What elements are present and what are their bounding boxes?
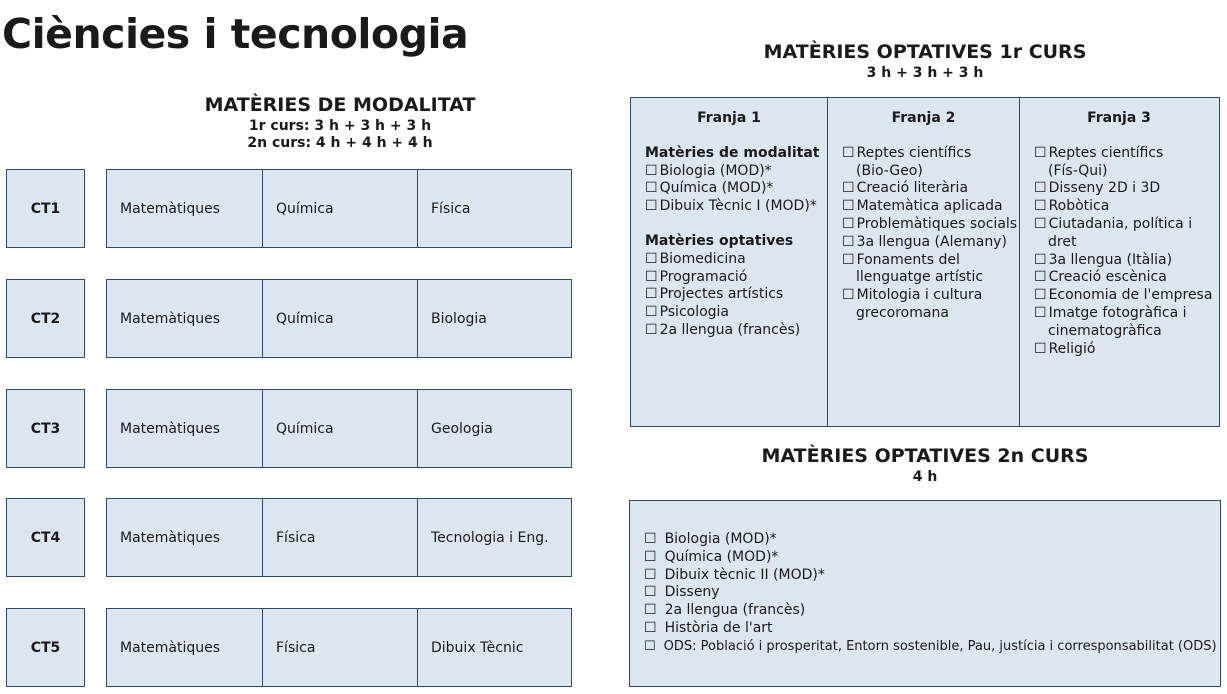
list-item[interactable] xyxy=(644,602,1220,620)
item-label: Biologia (MOD)* xyxy=(664,531,777,547)
checkbox-icon[interactable]: ☐ xyxy=(842,215,855,232)
checkbox-icon[interactable]: ☐ xyxy=(1034,287,1047,304)
subject-cell: Matemàtiques xyxy=(120,529,221,546)
subject-cell: Química xyxy=(262,280,417,357)
checkbox-icon[interactable]: ☐ xyxy=(842,198,855,215)
modalitat-code-ct2: CT2 xyxy=(6,279,85,358)
item-label: Creació literària xyxy=(856,180,969,197)
item-label: Dibuix Tècnic I (MOD)* xyxy=(659,198,817,215)
subject-cell: Química xyxy=(262,170,417,247)
modalitat-hours-1r: 1r curs: 3 h + 3 h + 3 h xyxy=(248,118,432,134)
item-label-continued: grecoromana xyxy=(856,304,949,321)
modalitat-code-ct4: CT4 xyxy=(6,498,85,577)
item-label: Dibuix tècnic II (MOD)* xyxy=(664,566,825,583)
item-label: Religió xyxy=(1048,340,1096,357)
optatives2-box xyxy=(629,500,1221,687)
checkbox-icon[interactable]: ☐ xyxy=(645,321,658,338)
checkbox-icon[interactable]: ☐ xyxy=(842,180,855,197)
list-item[interactable] xyxy=(1034,198,1218,216)
franja-2-title: Franja 2 xyxy=(891,110,956,126)
modalitat-code-ct1: CT1 xyxy=(6,169,85,248)
checkbox-icon[interactable]: ☐ xyxy=(644,566,657,583)
list-item[interactable] xyxy=(1034,341,1218,359)
optatives2-heading xyxy=(725,445,1125,485)
item-label-continued: cinematogràfica xyxy=(1048,322,1162,339)
list-item[interactable] xyxy=(1034,287,1218,305)
list-item[interactable] xyxy=(842,287,1019,305)
optatives2-list xyxy=(630,501,1220,656)
item-label: Programació xyxy=(659,268,748,285)
franja-1-modalitat-title: Matèries de modalitat xyxy=(645,144,820,161)
item-label-continued: (Fís-Qui) xyxy=(1048,162,1108,179)
list-item[interactable] xyxy=(644,638,1220,656)
item-label: ODS: Població i prosperitat, Entorn sostenible, Pau, justícia i corresponsabilitat (ODS) xyxy=(663,638,1217,654)
item-label: Ciutadania, política i xyxy=(1048,215,1193,232)
page-title: Ciències i tecnologia xyxy=(2,10,469,58)
checkbox-icon[interactable]: ☐ xyxy=(645,162,658,179)
checkbox-icon[interactable]: ☐ xyxy=(1034,251,1047,268)
checkbox-icon[interactable]: ☐ xyxy=(644,602,657,619)
checkbox-icon[interactable]: ☐ xyxy=(645,286,658,303)
modalitat-row-ct5 xyxy=(106,608,572,687)
checkbox-icon[interactable]: ☐ xyxy=(644,548,657,565)
checkbox-icon[interactable]: ☐ xyxy=(1034,144,1047,161)
optatives1-hours: 3 h + 3 h + 3 h xyxy=(866,65,984,81)
list-item[interactable] xyxy=(644,549,1220,567)
modalitat-row-ct4 xyxy=(106,498,572,577)
checkbox-icon[interactable]: ☐ xyxy=(645,304,658,321)
list-item[interactable] xyxy=(842,180,1019,198)
list-item[interactable] xyxy=(644,620,1220,638)
franja-1-title: Franja 1 xyxy=(697,110,761,126)
modalitat-title: MATÈRIES DE MODALITAT xyxy=(204,94,476,116)
subject-cell: Física xyxy=(262,609,417,686)
franja-1-column xyxy=(631,98,827,426)
subject-cell: Matemàtiques xyxy=(120,420,221,437)
list-item[interactable] xyxy=(842,198,1019,216)
list-item[interactable] xyxy=(645,198,827,216)
list-item[interactable] xyxy=(644,567,1220,585)
item-label: Imatge fotogràfica i xyxy=(1048,304,1187,321)
list-item[interactable] xyxy=(645,286,827,304)
subject-cell: Biologia xyxy=(417,280,570,357)
list-item[interactable] xyxy=(645,251,827,269)
modalitat-hours-2n: 2n curs: 4 h + 4 h + 4 h xyxy=(247,135,433,151)
subject-cell: Matemàtiques xyxy=(120,200,221,217)
item-label-continued: (Bio-Geo) xyxy=(856,162,923,179)
item-label: 3a llengua (Itàlia) xyxy=(1048,251,1173,268)
subject-cell: Física xyxy=(262,499,417,576)
list-item[interactable] xyxy=(1034,180,1218,198)
checkbox-icon[interactable]: ☐ xyxy=(645,180,658,197)
item-label-continued: dret xyxy=(1048,233,1077,250)
optatives2-hours: 4 h xyxy=(912,469,938,485)
item-label: Robòtica xyxy=(1048,198,1110,215)
item-label: Psicologia xyxy=(659,304,730,321)
list-item[interactable] xyxy=(842,145,1019,163)
checkbox-icon[interactable]: ☐ xyxy=(842,233,855,250)
subject-cell: Tecnologia i Eng. xyxy=(417,499,570,576)
checkbox-icon[interactable]: ☐ xyxy=(644,638,656,654)
subject-cell: Matemàtiques xyxy=(120,639,221,656)
item-label-continued: llenguatge artístic xyxy=(856,269,984,286)
list-item[interactable] xyxy=(644,531,1220,549)
list-item[interactable] xyxy=(644,584,1220,602)
checkbox-icon[interactable]: ☐ xyxy=(1034,215,1047,232)
franja-3-title: Franja 3 xyxy=(1087,110,1151,126)
checkbox-icon[interactable]: ☐ xyxy=(644,584,657,601)
franja-1-optatives-title: Matèries optatives xyxy=(645,232,794,249)
item-label: Biologia (MOD)* xyxy=(659,162,772,179)
modalitat-heading xyxy=(190,94,490,151)
item-label: Reptes científics xyxy=(1048,144,1164,161)
list-item[interactable] xyxy=(842,216,1019,234)
list-item[interactable] xyxy=(645,269,827,287)
checkbox-icon[interactable]: ☐ xyxy=(1034,340,1047,357)
checkbox-icon[interactable]: ☐ xyxy=(645,198,658,215)
item-label: Química (MOD)* xyxy=(664,548,779,565)
optatives2-title: MATÈRIES OPTATIVES 2n CURS xyxy=(761,445,1089,467)
subject-cell: Dibuix Tècnic xyxy=(417,609,570,686)
item-label: Projectes artístics xyxy=(659,286,784,303)
list-item[interactable] xyxy=(645,180,827,198)
modalitat-row-ct2 xyxy=(106,279,572,358)
list-item[interactable] xyxy=(1034,305,1218,323)
item-label: Mitologia i cultura xyxy=(856,287,983,304)
item-label: Economia de l'empresa xyxy=(1048,287,1213,304)
optatives1-table xyxy=(630,97,1220,427)
item-label: Química (MOD)* xyxy=(659,180,774,197)
subject-cell: Geologia xyxy=(417,390,570,467)
list-item[interactable] xyxy=(1034,252,1218,270)
list-item[interactable] xyxy=(1034,145,1218,163)
item-label: 2a llengua (francès) xyxy=(664,602,806,619)
modalitat-row-ct3 xyxy=(106,389,572,468)
modalitat-row-ct1 xyxy=(106,169,572,248)
item-label: Disseny xyxy=(664,584,720,601)
checkbox-icon[interactable]: ☐ xyxy=(644,531,657,547)
franja-2-column xyxy=(827,98,1019,426)
list-item[interactable] xyxy=(842,234,1019,252)
item-label: Disseny 2D i 3D xyxy=(1048,180,1161,197)
subject-cell: Física xyxy=(417,170,570,247)
item-label: Fonaments del xyxy=(856,251,960,268)
checkbox-icon[interactable]: ☐ xyxy=(842,251,855,268)
checkbox-icon[interactable]: ☐ xyxy=(1034,269,1047,286)
modalitat-code-ct3: CT3 xyxy=(6,389,85,468)
subject-cell: Matemàtiques xyxy=(120,310,221,327)
list-item[interactable] xyxy=(645,322,827,340)
franja-3-column xyxy=(1019,98,1218,426)
item-label: 3a llengua (Alemany) xyxy=(856,233,1007,250)
item-label: Biomedicina xyxy=(659,250,746,267)
list-item[interactable] xyxy=(1034,216,1218,234)
list-item[interactable] xyxy=(645,163,827,181)
optatives1-heading xyxy=(725,41,1125,81)
item-label: Reptes científics xyxy=(856,144,972,161)
checkbox-icon[interactable]: ☐ xyxy=(1034,180,1047,197)
checkbox-icon[interactable]: ☐ xyxy=(645,268,658,285)
checkbox-icon[interactable]: ☐ xyxy=(842,144,855,161)
list-item[interactable] xyxy=(1034,269,1218,287)
item-label: 2a llengua (francès) xyxy=(659,321,801,338)
modalitat-code-ct5: CT5 xyxy=(6,608,85,687)
item-label: Història de l'art xyxy=(664,619,773,636)
checkbox-icon[interactable]: ☐ xyxy=(1034,198,1047,215)
item-label: Creació escènica xyxy=(1048,269,1167,286)
checkbox-icon[interactable]: ☐ xyxy=(645,250,658,267)
optatives1-title: MATÈRIES OPTATIVES 1r CURS xyxy=(763,41,1087,63)
checkbox-icon[interactable]: ☐ xyxy=(1034,304,1047,321)
checkbox-icon[interactable]: ☐ xyxy=(644,619,657,636)
checkbox-icon[interactable]: ☐ xyxy=(842,287,855,304)
list-item[interactable] xyxy=(645,304,827,322)
subject-cell: Química xyxy=(262,390,417,467)
item-label: Problemàtiques socials xyxy=(856,215,1018,232)
list-item[interactable] xyxy=(842,252,1019,270)
item-label: Matemàtica aplicada xyxy=(856,198,1003,215)
